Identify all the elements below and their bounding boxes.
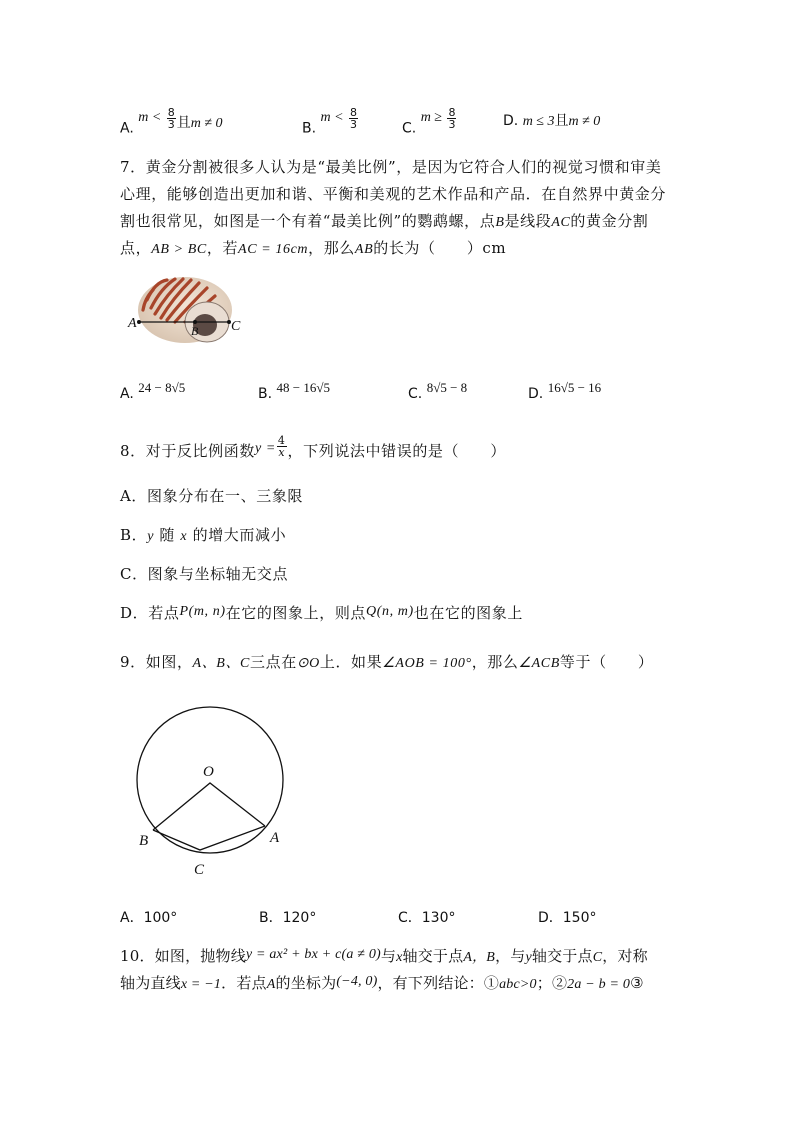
label-c: C [194,862,205,878]
q9-stem: 9．如图，A、B、C三点在⊙O上．如果∠AOB = 100°，那么∠ACB等于（ ） [120,653,654,671]
q9-option-a[interactable]: A．100° [120,910,178,926]
q6-option-c[interactable]: C. m ≥ $\frac{8}{3}$ [402,106,456,137]
nautilus-figure [125,270,255,350]
label-o: O [203,764,214,780]
q7-line-4: 点，AB > BC，若AC = 16cm，那么AB的长为（ ）cm [120,239,507,257]
circle-figure [128,700,298,885]
q9-option-b[interactable]: B．120° [259,910,317,926]
label-b: B [139,833,149,849]
q7-option-a[interactable]: A. 24 − 8√5 [120,380,186,402]
fraction: $\frac{4}{x}$ [277,433,286,459]
q7-line-3: 割也很常见，如图是一个有着“最美比例”的鹦鹉螺，点B是线段AC的黄金分割 [120,212,649,230]
q7-option-c[interactable]: C. 8√5 − 8 [408,380,468,402]
circle-o [137,707,283,853]
q8-option-a[interactable]: A．图象分布在一、三象限 [120,487,304,505]
q10-line-2: 轴为直线x = −1．若点A的坐标为(−4, 0)，有下列结论：①abc>0；②2a − b = 0③ [120,974,644,992]
label-a: A [270,830,280,846]
fraction: $\frac{8}{3}$ [448,106,456,131]
q9-option-c[interactable]: C．130° [398,910,456,926]
q7-option-b[interactable]: B. 48 − 16√5 [258,380,330,402]
label-b: B [191,324,199,338]
q7-line-2: 心理，能够创造出更加和谐、平衡和美观的艺术作品和产品．在自然界中黄金分 [120,185,667,203]
fraction: $\frac{8}{3}$ [350,106,358,131]
q6-option-d[interactable]: D. m ≤ 3且m ≠ 0 [503,113,601,129]
q8-option-b[interactable]: B．y 随 x 的增大而减小 [120,526,287,544]
label-a: A [128,316,137,331]
q8-stem: 8．对于反比例函数y = $\frac{4}{x}$ ，下列说法中错误的是（ ） [120,433,506,460]
chords-cb-ca [153,826,265,850]
q6-option-a[interactable]: A. m < $\frac{8}{3}$ 且m ≠ 0 [120,106,223,137]
point-a [137,320,141,324]
q8-option-d[interactable]: D．若点P(m, n)在它的图象上，则点Q(n, m)也在它的图象上 [120,604,523,622]
q7-option-d[interactable]: D. 16√5 − 16 [528,380,602,402]
q10-line-1: 10．如图，抛物线y = ax² + bx + c(a ≠ 0)与x轴交于点A，B，与y轴交于点C，对称 [120,947,648,965]
q6-option-b[interactable]: B. m < $\frac{8}{3}$ [302,106,358,137]
label-c: C [231,319,241,334]
q9-option-d[interactable]: D．150° [538,910,597,926]
q7-line-1: 7．黄金分割被很多人认为是“最美比例”，是因为它符合人们的视觉习惯和审美 [120,158,662,176]
radii-oa-ob [153,783,265,830]
q8-option-c[interactable]: C．图象与坐标轴无交点 [120,565,289,583]
fraction: $\frac{8}{3}$ [167,106,175,131]
